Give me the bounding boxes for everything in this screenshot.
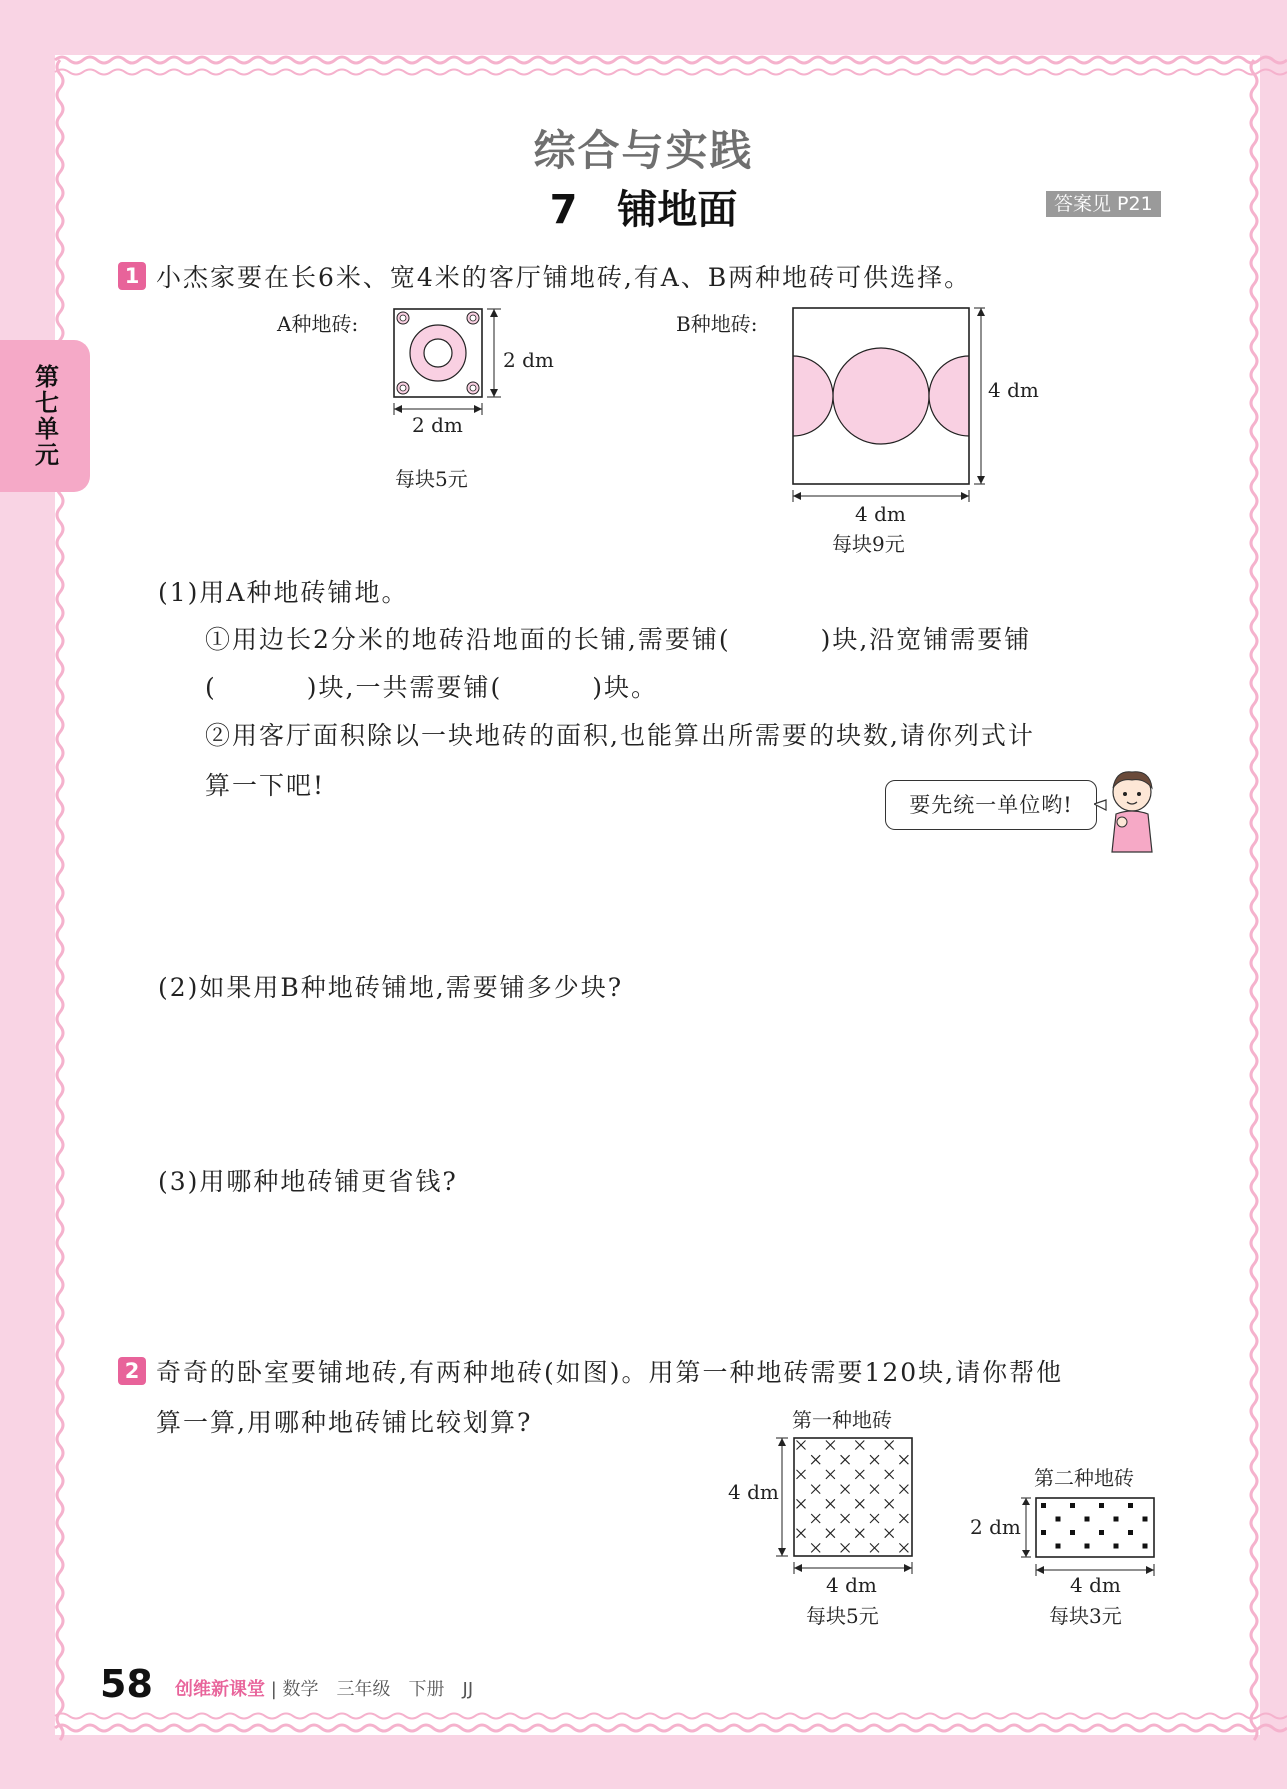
tile-1-side-bottom: 4 dm bbox=[826, 1573, 877, 1597]
footer-book-info: 数学 三年级 下册 JJ bbox=[282, 1679, 474, 1700]
tile-1-price: 每块5元 bbox=[806, 1604, 879, 1628]
question-2-number: 2 bbox=[118, 1357, 146, 1385]
answer-reference-badge: 答案见 P21 bbox=[1046, 191, 1161, 217]
question-2-line1: 奇奇的卧室要铺地砖,有两种地砖(如图)。用第一种地砖需要120块,请你帮他 bbox=[156, 1358, 1064, 1387]
tile-b-label: B种地砖: bbox=[676, 312, 758, 336]
tile-2-dot-mark bbox=[1070, 1530, 1075, 1535]
tile-b-price: 每块9元 bbox=[832, 532, 905, 556]
q1-part1-sub1-line1 bbox=[205, 620, 1031, 656]
question-1-number: 1 bbox=[118, 262, 146, 290]
tile-2-side-bottom: 4 dm bbox=[1070, 1573, 1121, 1597]
tile-2-dot-mark bbox=[1085, 1544, 1090, 1549]
tile-2-dot-mark bbox=[1041, 1530, 1046, 1535]
tile-a-label: A种地砖: bbox=[277, 312, 359, 336]
section-title: 综合与实践 bbox=[533, 126, 754, 175]
tile-2-diagram bbox=[1018, 1490, 1168, 1585]
q1-part3: (3)用哪种地砖铺更省钱? bbox=[158, 1167, 458, 1196]
lesson-title: 7 铺地面 bbox=[549, 187, 738, 233]
q1-sub1-text-c: ( bbox=[205, 673, 217, 702]
footer-brand: 创维新课堂 bbox=[175, 1679, 265, 1700]
tile-a-side-bottom: 2 dm bbox=[412, 413, 463, 437]
tile-2-dot-mark bbox=[1128, 1530, 1133, 1535]
q1-sub1-text-d: )块,一共需要铺( bbox=[306, 673, 503, 702]
footer-divider: | bbox=[265, 1679, 283, 1700]
tile-2-dot-mark bbox=[1143, 1544, 1148, 1549]
tile-2-dot-mark bbox=[1056, 1544, 1061, 1549]
tile-2-dot-mark bbox=[1128, 1503, 1133, 1508]
tile-2-price: 每块3元 bbox=[1049, 1604, 1122, 1628]
tile-b-diagram bbox=[785, 300, 985, 510]
tile-2-dot-mark bbox=[1056, 1517, 1061, 1522]
tile-2-dot-mark bbox=[1114, 1517, 1119, 1522]
tile-b-side-right: 4 dm bbox=[988, 378, 1039, 402]
tile-1-side-left: 4 dm bbox=[728, 1480, 779, 1504]
q1-part1-intro: (1)用A种地砖铺地。 bbox=[158, 578, 409, 607]
unit-side-tab bbox=[0, 340, 90, 492]
q1-sub1-text-e: )块。 bbox=[592, 673, 658, 702]
tile-2-dot-mark bbox=[1114, 1544, 1119, 1549]
page-number: 58 bbox=[100, 1662, 153, 1706]
tile-2-side-left: 2 dm bbox=[970, 1515, 1021, 1539]
tile-a-side-right: 2 dm bbox=[503, 348, 554, 372]
tile-2-dot-mark bbox=[1099, 1530, 1104, 1535]
tile-2-title: 第二种地砖 bbox=[1034, 1466, 1134, 1490]
q1-part1-sub2-line1: ②用客厅面积除以一块地砖的面积,也能算出所需要的块数,请你列式计 bbox=[205, 721, 1035, 750]
q1-part1-sub2-line2: 算一下吧! bbox=[205, 771, 326, 800]
tile-2-dot-mark bbox=[1041, 1503, 1046, 1508]
q1-sub1-text-a: ①用边长2分米的地砖沿地面的长铺,需要铺( bbox=[205, 625, 731, 654]
tile-2-dot-mark bbox=[1070, 1503, 1075, 1508]
tile-2-dot-mark bbox=[1085, 1517, 1090, 1522]
footer-info bbox=[175, 1675, 473, 1701]
tile-2-dot-mark bbox=[1099, 1503, 1104, 1508]
tile-2-dot-mark bbox=[1143, 1517, 1148, 1522]
q1-sub1-text-b: )块,沿宽铺需要铺 bbox=[820, 625, 1032, 654]
question-1-text: 小杰家要在长6米、宽4米的客厅铺地砖,有A、B两种地砖可供选择。 bbox=[156, 263, 972, 292]
child-character-illustration bbox=[1094, 764, 1164, 864]
tile-1-title: 第一种地砖 bbox=[792, 1408, 892, 1432]
hint-speech-bubble: 要先统一单位哟! bbox=[885, 780, 1097, 830]
unit-side-tab-label: 第七单元 bbox=[30, 364, 59, 468]
tile-b-side-bottom: 4 dm bbox=[855, 502, 906, 526]
tile-a-price: 每块5元 bbox=[395, 467, 468, 491]
question-2-line2: 算一算,用哪种地砖铺比较划算? bbox=[156, 1408, 533, 1437]
q1-part2: (2)如果用B种地砖铺地,需要铺多少块? bbox=[158, 973, 624, 1002]
q1-part1-sub1-line2 bbox=[205, 668, 658, 704]
tile-1-diagram bbox=[770, 1430, 920, 1580]
